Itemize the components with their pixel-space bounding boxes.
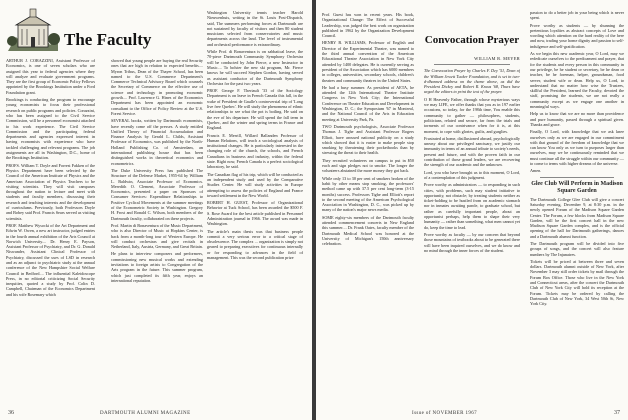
paragraph: Prove worthy as faculty — by our concern that beyond those mountains of textbooks about to be generated there will have been inquired ourselves, and we do know and no mind through the inner forces of the student. xyxy=(424,231,520,253)
paragraph: The Canadian flag of his trip, which will be conducted as an independent study and used by the Comparative Studies Center. He will study activities in Europe attempting to assess the policies of England and France toward settlement in the New World. xyxy=(207,171,303,198)
paragraph: TWO Dartmouth psychologists, Associate Professor Thomas J. Tighe and Assistant Professor Rogers Elliott, have aroused national publicity on a study which showed that it is easier to make people stop smoking by threatening their pocketbooks than by stressing the threat to their health. xyxy=(322,123,414,156)
paragraph: Brookings is conducting the program to encourage young economists to focus their professional research on public programs and policies. Corazzini, who has been assigned to the Civil Service Commission, will be a personnel economist attached to his work experience. The Civil Service Commission and the participating federal departments and agencies expressed interest in having economists with experience who have tackled challenging and relevant programs. The job assignments are all in Washington, D.C., home of the Brookings Institution. xyxy=(6,97,95,161)
right-column-3 xyxy=(530,10,624,406)
paragraph: passion to do a better job in your being which is never spent. xyxy=(530,10,624,21)
paragraph: They recruited volunteers on campus to put in $50 each and sign pledges not to smoke. The longer the volunteers abstained the more money they got back. xyxy=(322,157,414,174)
campus-building-illustration xyxy=(6,7,60,53)
paragraph: Finally, O Lord, with knowledge that we ask knee ourselves only as we are engaged in our commitment with that ground of the freedom of knowledge that we can know You only as we turn to purposes larger than ourselves, may we be continuously reminded that we must continue all the struggle within our community — to come to terms with higher dreams of the universe. xyxy=(530,129,624,167)
paragraph: Prof. Guest has won in recent years. His book, Organizational Change: The Effect of Successful Leadership, was judged the best work on organization published in 1962 by the Organization Development Council. xyxy=(322,12,414,39)
paragraph: SOME eighty-six members of the Dartmouth faculty attended commencement concerts in New England this summer.... Dr. Frank Oates, faculty member of the Dartmouth Medical School was honored at the University of Michigan's 150th anniversary celebration. xyxy=(322,214,414,247)
paragraph: HENRY B. WILLIAMS, Professor of English and Director of the Experimental Theatre, was named to the third annual convention of the American Educational Theatre Association in New York City attended by 1400 delegates. He is currently serving as president of the Association which has 6000 members in colleges, universities, secondary schools, children's theatres and community theatres in the United States. xyxy=(322,40,414,83)
left-column-1 xyxy=(6,58,95,406)
paragraph: The Duke University Press has published The Structure of the Defense Market, 1955-64 by William L. Baldwin, Associate Professor of Economics. Meredith O. Clement, Associate Professor of Economics, presented a paper on Sponsors of Consumer Services: Expenditure Relationships to Positive Cyclical Movements at the summer meetings of the Econometric Society in Washington. Gregory H. Frost and Ronald C. Wilson, both members of the Dartmouth faculty, collaborated on these projects. xyxy=(111,167,203,221)
page-number: 37 xyxy=(614,410,620,416)
paragraph: While only 13 to 30 per cent of smokers broken of the habit by other means stop smoking, the professors' method came up with 37.5 per cent long-term (3-15 months) success. Professors Tighe and Elliott's report to the second meeting of the American Psychological Association in Washington, D. C., was picked up by many of the nation's major news media. xyxy=(322,175,414,213)
divider xyxy=(434,64,510,65)
paragraph: Help us to know that we are no more than providence and pure humanity, passed through a spiritual given. Thanks and grace. xyxy=(530,111,624,127)
paragraph: The article's main thesis was that business people commit a very serious error to a critical stage of obsolescence. The complex ... organization is simply not geared to preparing executives for continuous internally or for responding to advances in the field of management. This was the second publication prize xyxy=(207,228,303,261)
divider xyxy=(540,177,614,178)
running-footer: DARTMOUTH ALUMNI MAGAZINE xyxy=(100,411,191,416)
paragraph: The Dartmouth College Glee Club will give a concert Saturday evening, December 9, at 8:30 p.m. in the newly opened Forum of the Madison Square Garden Center. The Forum, a few blocks from Madison Square Garden, will be the first concert hall in the new Madison Square Garden complex, and is the official opening of the hall for Dartmouth gatherings, dances and a Dartmouth alumni function. xyxy=(530,196,624,239)
paragraph: showed that young people are buying the real Security ones that are high in relation to expected benefits.... Myron Tribus, Dean of the Thayer School, has been named to the U.S. Commerce Department's Commerce Technical Advisory Board which counsels the Secretary of Commerce on the effective use of science and technology in promoting economic growth.... Prof. Lawrence G. Hines of the Economics Department has been appointed an economic consultant to the Office of Policy Review at the U.S. Forest Service. xyxy=(111,58,203,116)
paragraph: PROFS. William T. Doyle and Forrest Fakken of the Physics Department have been selected by the Council of the American Institute of Physics and the American Association of Physics Teachers to be visiting scientists. They will visit campuses throughout the nation to lecture and meet with students and faculty members, discussing their research and teaching interests and the development of curriculums. Previously, both Professors Doyle and Bobey said Prof. Francis Sears served as visiting scientists. xyxy=(6,162,95,221)
paragraph: While Prof. di Bonaventura is on sabbatical leave, the 70-piece Dartmouth Community Symphony Orchestra will be conducted by John Fierce, a new Instructor in Music.... To bolster the new ski program, Mr. Fierce knows he will succeed Stephen Gordon, having served as assistant conductor of the Dartmouth Symphony Orchestra for the past two years. xyxy=(207,49,303,86)
paragraph: As we begin this new academic year, O Lord, may we rededicate ourselves to the predicament and prayer, that for the students and every person in this community in our privilege, be he student or secretary, be he dean or teacher, be he foreman, helper, groundsman, food server, student wife or dean. Help us, O Lord, to understand that no matter how wise the Trustees, skillful the President, learned the Faculty, devoted the staff, promising the students, we are not really a community except as we engage one another in meaningful ways. xyxy=(530,51,624,110)
paragraph: Prove worthy as administrators — to responding in such cities, with problems, such may student initiative to opportunity, not obstacle; by treating students neither as ticket-holding to be hustled from on academic stomach nor in inmates awaiting parole, to graduate school, but rather as carefully important people, about an opportunist perhaps, help them to shape their very humanity — rather than something, what men cannot yet do, keep the time to lead. xyxy=(424,182,520,230)
paragraph: Lord, you who have brought us to this moment, O Lord, of a contemplation of this judgment. xyxy=(424,169,520,180)
article-headline: Convocation Prayer xyxy=(424,34,520,46)
left-page xyxy=(0,0,312,420)
right-column-1 xyxy=(322,12,414,406)
paragraph: He had a busy summer. As president of AETA, he attended the 12th International Theatre Institute Congress in New York City; the International Conference on Theatre Education and Development in Washington, D. C.; the Symposium '67 in Montreal, and the National Council of the Arts in Education meeting at University Park, Pa. xyxy=(322,84,414,122)
running-footer: Issue of NOVEMBER 1967 xyxy=(412,411,478,416)
paragraph: Washington University tennis teacher Harold Nieuwenhuis, writing in the St. Louis Post-Dispatch, said, The summers performing forces at Dartmouth are not sustained by faculty of visitors and then 80 student musicians selected from conservatories and music departments across the land. The level of instrumental and orchestral performance is extraordinary. xyxy=(207,10,303,47)
editor-note: The Convocation Prayer by Charles F. Dey '51, Dean of the William Jewett Tucker Foundation, and is set in two-d-dhanned address on the theme above, as did the President Dickey and Robert R. Kraus '68, Thurs have urged the editors to print the text of the prayer. xyxy=(424,68,520,95)
paragraph: PROF. Matthew Wysocki of the Art Department and Edwin W. Owen, a new art instructor, judged entries in the fourth annual exhibition of the Arts Council at Norwich University.... Dr. Henry E. Payson, Assistant Professor of Psychiatry, and Dr. G. Donald Niswander, Assistant Clinical Professor of Psychiatry, discussed the uses of LSD in research and as an adjunct to psychiatric study at the annual conference of the New Hampshire Social Welfare Council in Bedford.... The influential Kaleidoscope Press, in no editorial criticizing Social Security inequities, quoted a study by Prof. Colin D. Campbell, Chairman of the Economics Department and his wife Rosemary which xyxy=(6,222,95,297)
paragraph: ARTHUR J. CORAZZINI, Assistant Professor of Economics, is one of seven scholars who are assigned this year to federal agencies where they will analyze and evaluate government programs. They are the first group of Economic Policy Fellows appointed by the Brookings Institution under a Ford Foundation grant. xyxy=(6,58,95,95)
right-page xyxy=(316,0,628,420)
paragraph: SEVERAL books, written by Dartmouth economists, have recently come off the presses. A study entitled Unified Theory of Financial Accumulation and Finance Analysis by Gerald L. Childs, Assistant Professor of Economics, was published by the North-Holland Publishing Co. of Amsterdam, an international publishing house that has been distinguished works in theoretical economics and econometrics. xyxy=(111,118,203,166)
sidebar-headline: Glee Club Will Perform in Madison Square Garden xyxy=(531,180,623,194)
paragraph: ROBERT H. GUEST, Professor of Organizational Behavior at Tuck School, has been awarded the $500 F. S. Rose Award for the best article published in Personnel Administration journal in 1966. The award was made in Washington. xyxy=(207,200,303,227)
paragraph: He plans to interview composers and performers, commissioning new musical works and extending invitations to foreign artists to Congregation of the Arts program in the future. This summer program, which just completed its fifth year, enjoys an international reputation. xyxy=(111,251,203,283)
paragraph: Prof. Martin di Bonaventura of the Music Department, who is also Director of Music at Hopkins Center, is back from a month-long tour of Western Europe. He will conduct orchestras and give recitals in Netherland, Italy, Austria, Germany, and Great Britain. xyxy=(111,222,203,250)
paragraph: O H Heavenly Father, through whose mysterious ways we may LIFE, we offer thanks that you as in 197 earlier occasions, so today, for the 198th time, You enable this community to gather — philosophers, students, politicians, related and secure, far from the trials and torments of our contrivance when for it is, at this moment, to cope with glories, guilts, and gurglies. xyxy=(424,96,520,134)
paragraph: PROF. George F. Theriault '33 of the Sociology Department is on leave in French Canada this fall, in the wake of President de Gaulle's controversial trip of 'Long live free Quebec'. He will study the phenomena of ethnic relationships to see what the pot is boiling. He said on the eve of his departure. He will spend the fall term in Quebec, and the winter and spring terms in France and England. xyxy=(207,88,303,131)
paragraph: Tickets will be priced at between three and seven dollars. Dartmouth alumni outside of New York, after November 3 may still order tickets by mail through the Forum Box Office. Those who live in the New York and Connecticut areas, after the concert the Dartmouth Club of New York City will hold its reception at the Forum. Tickets may be ordered by calling the Dartmouth Club of New York, 34 West 50th St, New York City. xyxy=(530,258,624,307)
paragraph: The Dartmouth program will be divided into five groups of songs, and the concert will also feature numbers by The Injunaires. xyxy=(530,240,624,257)
byline: WILLIAM R. MEYER xyxy=(474,56,520,61)
paragraph: Prove worthy as students — by shunning the pretentious loyalties as abstract concepts of Love and wording which attention on the hard reality of the here and now, trading your home dignity and passion to self-indulgence and self-gratification. xyxy=(530,22,624,49)
left-column-3 xyxy=(207,10,303,406)
paragraph: Frustrated at home, disillusioned abroad, psychologically uneasy about our privileged sanctuary, we justify our immunity in terms of an annual tribute to society's needs, present and future, and with the proven faith in our contribution of those grand leaders, we are recovering the strength of our academic and the unknown. xyxy=(424,135,520,168)
page-number: 36 xyxy=(8,410,14,416)
left-column-2 xyxy=(111,58,203,406)
paragraph: Amen. xyxy=(530,168,542,174)
right-column-2 xyxy=(424,56,520,406)
section-title: The Faculty xyxy=(64,30,152,49)
paragraph: Francis E. Merrill, Willard Ballanden Professor of Human Relations, will teach a sociological analysis of institutional changes. He is particularly interested in the changing role of the church, the schools, and French Canadians in business and industry, within the federal state. Right now, French Canada is a perfect sociological laboratory, he said. xyxy=(207,132,303,170)
